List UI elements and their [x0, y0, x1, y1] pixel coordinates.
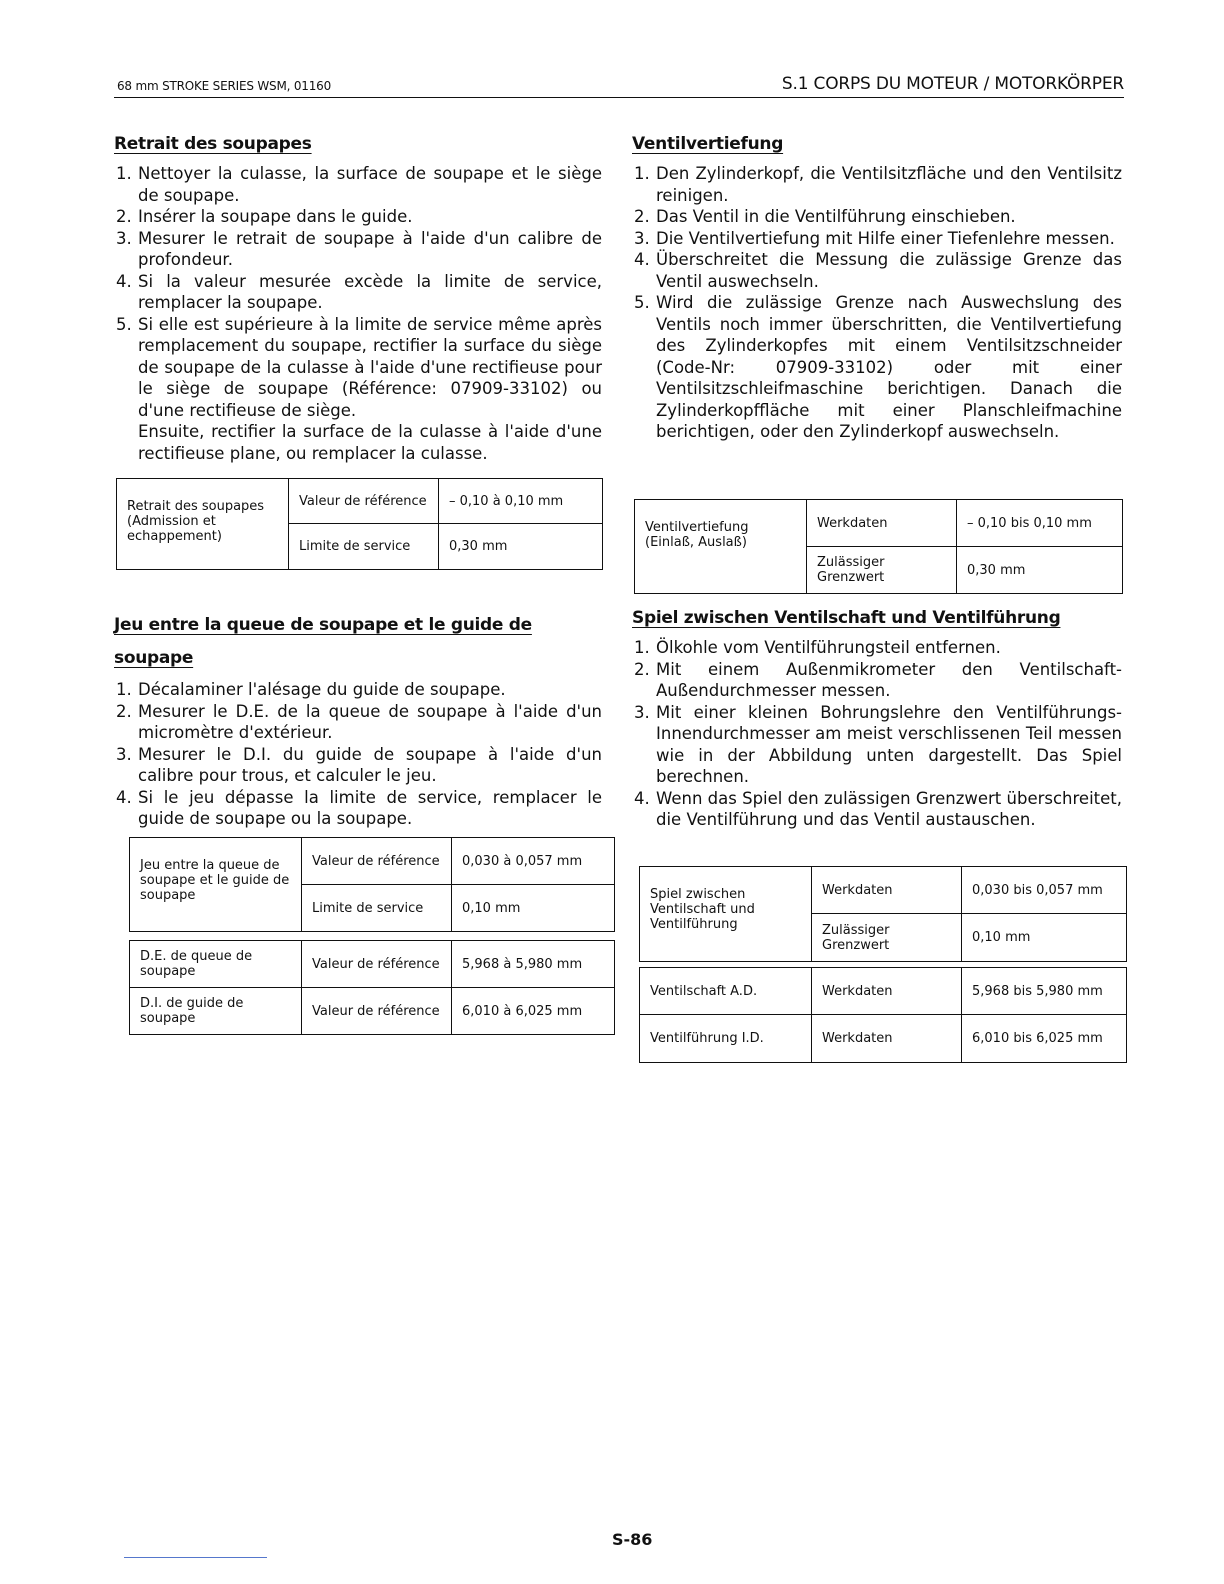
table-value: 5,968 à 5,980 mm: [452, 941, 615, 988]
de-clearance-title: Spiel zwischen Ventilschaft und Ventilführung: [632, 608, 1061, 628]
table-value: – 0,10 bis 0,10 mm: [957, 500, 1123, 547]
table-value: 0,30 mm: [439, 524, 603, 570]
table-key: Limite de service: [289, 524, 439, 570]
table-value: 0,10 mm: [452, 885, 615, 932]
list-item: 4. Si le jeu dépasse la limite de service, remplacer le guide de soupape ou la soupape.: [116, 787, 602, 828]
list-item: 5. Si elle est supérieure à la limite de service même après remplacement du soupape, rectifier la surface du siège de soupape de la culasse à l'aide d'une rectifieuse pour le siège de soupape (Référence: 07909-33102) ou d'une rectifieuse de siège. Ensuite, rectifier la surface de la culasse à l'aide d'une rectifieuse plane, ou remplacer la culasse.: [116, 314, 602, 463]
table-label: Retrait des soupapes (Admission et echappement): [117, 479, 289, 570]
table-key: Zulässiger Grenzwert: [807, 547, 957, 594]
fr-diameter-table: [129, 940, 615, 1035]
table-key: Werkdaten: [807, 500, 957, 547]
table-value: 0,030 à 0,057 mm: [452, 838, 615, 885]
list-item: 1. Nettoyer la culasse, la surface de soupape et le siège de soupape.: [116, 164, 602, 205]
header-divider: [114, 97, 1124, 98]
table-key: Valeur de référence: [302, 941, 452, 988]
fr-valve-recess-steps: [114, 163, 602, 464]
table-key: Werkdaten: [812, 968, 962, 1015]
table-label: Jeu entre la queue de soupape et le guide de soupape: [130, 838, 302, 932]
table-label: Ventilschaft A.D.: [640, 968, 812, 1015]
list-item: 1. Ölkohle vom Ventilführungsteil entfernen.: [634, 638, 1001, 657]
de-clearance-table: [639, 866, 1127, 962]
list-item: 3. Die Ventilvertiefung mit Hilfe einer Tiefenlehre messen.: [634, 228, 1115, 248]
list-item: 1. Décalaminer l'alésage du guide de soupape.: [116, 680, 506, 699]
table-value: 0,30 mm: [957, 547, 1123, 594]
table-row: [130, 941, 615, 988]
step-continuation: Ensuite, rectifier la surface de la culasse à l'aide d'une rectifieuse plane, ou remplacer la culasse.: [138, 422, 602, 463]
fr-clearance-table: [129, 837, 615, 932]
table-value: 6,010 bis 6,025 mm: [962, 1015, 1127, 1063]
table-key: Werkdaten: [812, 1015, 962, 1063]
table-key: Zulässiger Grenzwert: [812, 914, 962, 962]
table-label: D.I. de guide de soupape: [130, 988, 302, 1035]
list-item: 1. Den Zylinderkopf, die Ventilsitzfläche und den Ventilsitz reinigen.: [634, 164, 1122, 205]
list-item: 4. Überschreitet die Messung die zulässige Grenze das Ventil auswechseln.: [634, 250, 1122, 291]
list-item: 3. Mesurer le D.I. du guide de soupape à l'aide d'un calibre pour trous, et calculer le jeu.: [116, 744, 602, 785]
list-item: 2. Mesurer le D.E. de la queue de soupape à l'aide d'un micromètre d'extérieur.: [116, 701, 602, 742]
de-valve-recess-table: [634, 499, 1123, 594]
table-value: 6,010 à 6,025 mm: [452, 988, 615, 1035]
table-label: Ventilführung I.D.: [640, 1015, 812, 1063]
table-label: Spiel zwischen Ventilschaft und Ventilführung: [640, 867, 812, 962]
table-row: [640, 968, 1127, 1015]
fr-valve-recess-title: Retrait des soupapes: [114, 134, 312, 154]
header-section-title: S.1 CORPS DU MOTEUR / MOTORKÖRPER: [781, 74, 1124, 94]
table-key: Werkdaten: [812, 867, 962, 914]
fr-valve-recess-table: [116, 478, 603, 570]
list-item: 4. Si la valeur mesurée excède la limite de service, remplacer la soupape.: [116, 271, 602, 312]
list-item: 3. Mesurer le retrait de soupape à l'aide d'un calibre de profondeur.: [116, 228, 602, 269]
list-item: 2. Das Ventil in die Ventilführung einschieben.: [634, 207, 1016, 226]
table-key: Valeur de référence: [302, 988, 452, 1035]
table-key: Limite de service: [302, 885, 452, 932]
list-item: 2. Insérer la soupape dans le guide.: [116, 207, 413, 226]
de-diameter-table: [639, 967, 1127, 1063]
fr-clearance-steps: [114, 679, 602, 830]
list-item: 3. Mit einer kleinen Bohrungslehre den Ventilführungs-Innendurchmesser am meist verschlissenen Teil messen wie in der Abbildung unten dargestellt. Das Spiel berechnen.: [634, 702, 1122, 786]
fr-clearance-section: [114, 609, 602, 830]
table-key: Valeur de référence: [302, 838, 452, 885]
table-value: 5,968 bis 5,980 mm: [962, 968, 1127, 1015]
table-value: 0,10 mm: [962, 914, 1127, 962]
de-valve-recess-steps: [632, 163, 1122, 443]
table-row: [130, 988, 615, 1035]
footer-divider: [124, 1557, 267, 1558]
fr-valve-recess-section: [114, 133, 602, 464]
list-item: 2. Mit einem Außenmikrometer den Ventilschaft-Außendurchmesser messen.: [634, 659, 1122, 700]
table-row: [640, 1015, 1127, 1063]
table-label: D.E. de queue de soupape: [130, 941, 302, 988]
table-key: Valeur de référence: [289, 479, 439, 524]
de-valve-recess-title: Ventilvertiefung: [632, 134, 784, 154]
table-label: Ventilvertiefung (Einlaß, Auslaß): [635, 500, 807, 594]
page-number: S-86: [612, 1530, 653, 1549]
list-item: 4. Wenn das Spiel den zulässigen Grenzwert überschreitet, die Ventilführung und das Ventil austauschen.: [634, 788, 1122, 829]
fr-clearance-title: Jeu entre la queue de soupape et le guide de soupape: [114, 615, 532, 668]
de-clearance-section: [632, 607, 1122, 831]
table-value: – 0,10 à 0,10 mm: [439, 479, 603, 524]
de-valve-recess-section: [632, 133, 1122, 443]
header-series-label: 68 mm STROKE SERIES WSM, 01160: [117, 79, 332, 93]
table-value: 0,030 bis 0,057 mm: [962, 867, 1127, 914]
list-item: 5. Wird die zulässige Grenze nach Auswechslung des Ventils noch immer überschritten, die Ventilvertiefung des Zylinderkopfes mit einem Ventilsitzschneider (Code-Nr: 07909-33102) oder mit einer Ventilsitzschleifmaschine berichtigen. Danach die Zylinderkopffläche mit einer Planschleifmachine berichtigen, oder den Zylinderkopf auswechseln.: [634, 293, 1122, 441]
de-clearance-steps: [632, 637, 1122, 831]
